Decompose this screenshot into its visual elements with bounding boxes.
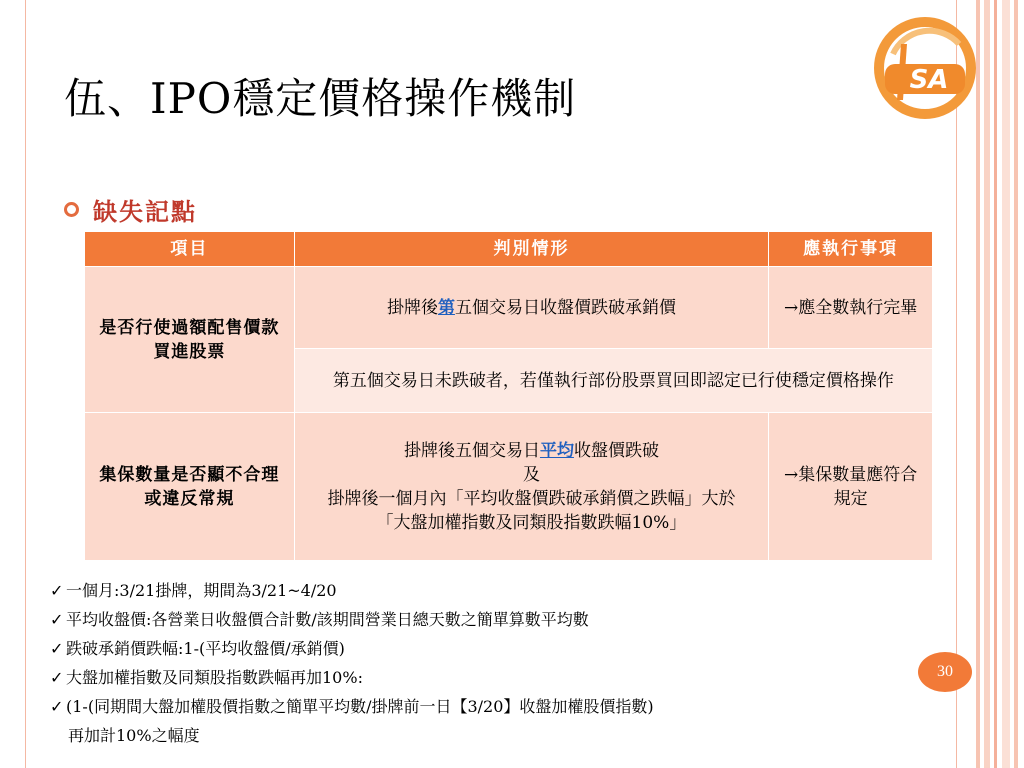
- decorative-stripes: [976, 0, 1024, 768]
- row2-condition: [294, 413, 768, 561]
- check-icon: ✓: [50, 581, 64, 600]
- section-bullet: [64, 192, 197, 227]
- list-item: [50, 605, 654, 634]
- isa-logo: [873, 14, 977, 122]
- list-item: [50, 634, 654, 663]
- row1-condition-post: 五個交易日收盤價跌破承銷價: [454, 297, 676, 318]
- list-item: [50, 663, 654, 692]
- row2-line1-highlight: 平均: [539, 440, 574, 461]
- section-heading: 缺失記點: [93, 197, 197, 226]
- note-text: 一個月:3/21掛牌，期間為3/21~4/20: [66, 581, 337, 600]
- row2-line1-pre: 掛牌後五個交易日: [403, 440, 540, 461]
- note-continuation: 再加計10%之幅度: [68, 726, 200, 745]
- page-number-badge: 30: [918, 652, 972, 692]
- logo-text: SA: [909, 65, 949, 95]
- rules-table: [84, 231, 933, 561]
- row1-action: →應全數執行完畢: [769, 267, 933, 349]
- row2-condition-line2: 及: [522, 464, 540, 485]
- check-icon: ✓: [50, 668, 64, 687]
- table-row: [85, 413, 933, 561]
- header-condition: 判別情形: [294, 232, 768, 267]
- note-text: 跌破承銷價跌幅:1-(平均收盤價/承銷價): [66, 639, 345, 658]
- notes-list: [50, 576, 654, 750]
- note-text: 大盤加權指數及同類股指數跌幅再加10%:: [66, 668, 363, 687]
- header-item: 項目: [85, 232, 295, 267]
- list-item: [50, 692, 654, 721]
- row2-condition-line1: [311, 439, 752, 463]
- header-action: 應執行事項: [769, 232, 933, 267]
- table-header-row: [85, 232, 933, 267]
- row2-condition-line3: 掛牌後一個月內「平均收盤價跌破承銷價之跌幅」大於「大盤加權指數及同類股指數跌幅10%」: [327, 488, 736, 533]
- row1-condition-pre: 掛牌後: [386, 297, 438, 318]
- list-item: [50, 576, 654, 605]
- note-text: 平均收盤價:各營業日收盤價合計數/該期間營業日總天數之簡單算數平均數: [66, 610, 589, 629]
- check-icon: ✓: [50, 697, 64, 716]
- page-title: 伍、IPO穩定價格操作機制: [64, 74, 577, 123]
- row1-item: 是否行使過額配售價款買進股票: [85, 267, 295, 413]
- note-text: (1-(同期間大盤加權股價指數之簡單平均數/掛牌前一日【3/20】收盤加權股價指數): [66, 697, 654, 716]
- row1-condition-highlight: 第: [437, 297, 455, 318]
- row1-condition: [294, 267, 768, 349]
- table-row: [85, 267, 933, 349]
- row2-item: 集保數量是否顯不合理或違反常規: [85, 413, 295, 561]
- row2-action: →集保數量應符合規定: [769, 413, 933, 561]
- check-icon: ✓: [50, 639, 64, 658]
- ring-bullet-icon: [64, 202, 79, 217]
- row2-line1-post: 收盤價跌破: [573, 440, 659, 461]
- check-icon: ✓: [50, 610, 64, 629]
- row1-condition-2: 第五個交易日未跌破者，若僅執行部份股票買回即認定已行使穩定價格操作: [294, 349, 932, 413]
